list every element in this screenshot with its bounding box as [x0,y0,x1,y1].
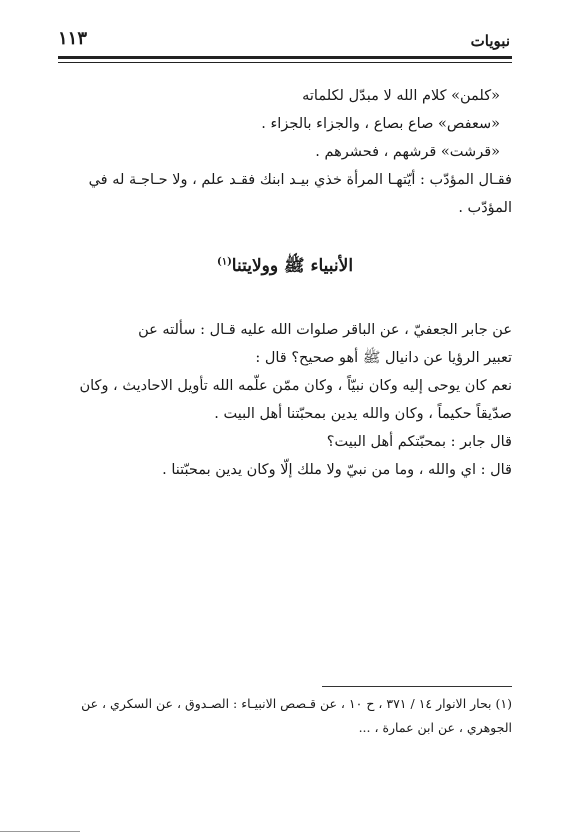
scan-edge-line [0,831,80,832]
glossary-line: «قرشت» قرشهم ، فحشرهم . [315,144,500,160]
header-rule-thin [58,62,512,63]
narration-line: قال جابر : بمحبّتكم أهل البيت؟ [326,434,512,450]
narration-block [58,316,512,484]
footnote-marker: (١) [216,256,232,268]
glossary-line: «كلمن» كلام الله لا مبدّل لكلماته [302,88,500,104]
glossary-block [58,82,512,222]
glossary-line: «سعفص» صاع بصاع ، والجزاء بالجزاء . [261,116,500,132]
section-heading [0,255,570,280]
narration-line: قال : اي والله ، وما من نبيّ ولا ملك إلّا وكان يدين بمحبّتنا . [162,462,512,478]
paragraph-line: المؤدّب . [458,200,512,216]
narration-line: تعبير الرؤيا عن دانيال ﷺ أهو صحيح؟ قال : [255,350,512,366]
paragraph-line: فقـال المؤدّب : أيّتهـا المرأة خذي بيـد ابنك فقـد علم ، ولا حـاجـة له في [88,172,512,188]
narration-line: عن جابر الجعفيّ ، عن الباقر صلوات الله عليه قـال : سألته عن [138,322,512,338]
narration-line: نعم كان يوحى إليه وكان نبيّاً ، وكان ممّن علّمه الله تأويل الاحاديث ، وكان [79,378,512,394]
running-title: نبويات [470,32,510,50]
footnote-line: (١) بحار الانوار ١٤ / ٣٧١ ، ح ١٠ ، عن قـصص الانبيـاء : الصـدوق ، عن السكري ، عن [81,696,512,711]
footnotes-block [58,692,512,740]
footnote-divider [322,686,512,687]
section-heading-text: الأنبياء ﷺ وولايتنا [231,256,354,276]
footnote-line: الجوهري ، عن ابن عمارة ، ... [358,720,512,735]
narration-line: صدّيقاً حكيماً ، وكان والله يدين بمحبّتنا أهل البيت . [214,406,512,422]
page-number: ١١٣ [58,28,88,49]
header-rule [58,56,512,59]
